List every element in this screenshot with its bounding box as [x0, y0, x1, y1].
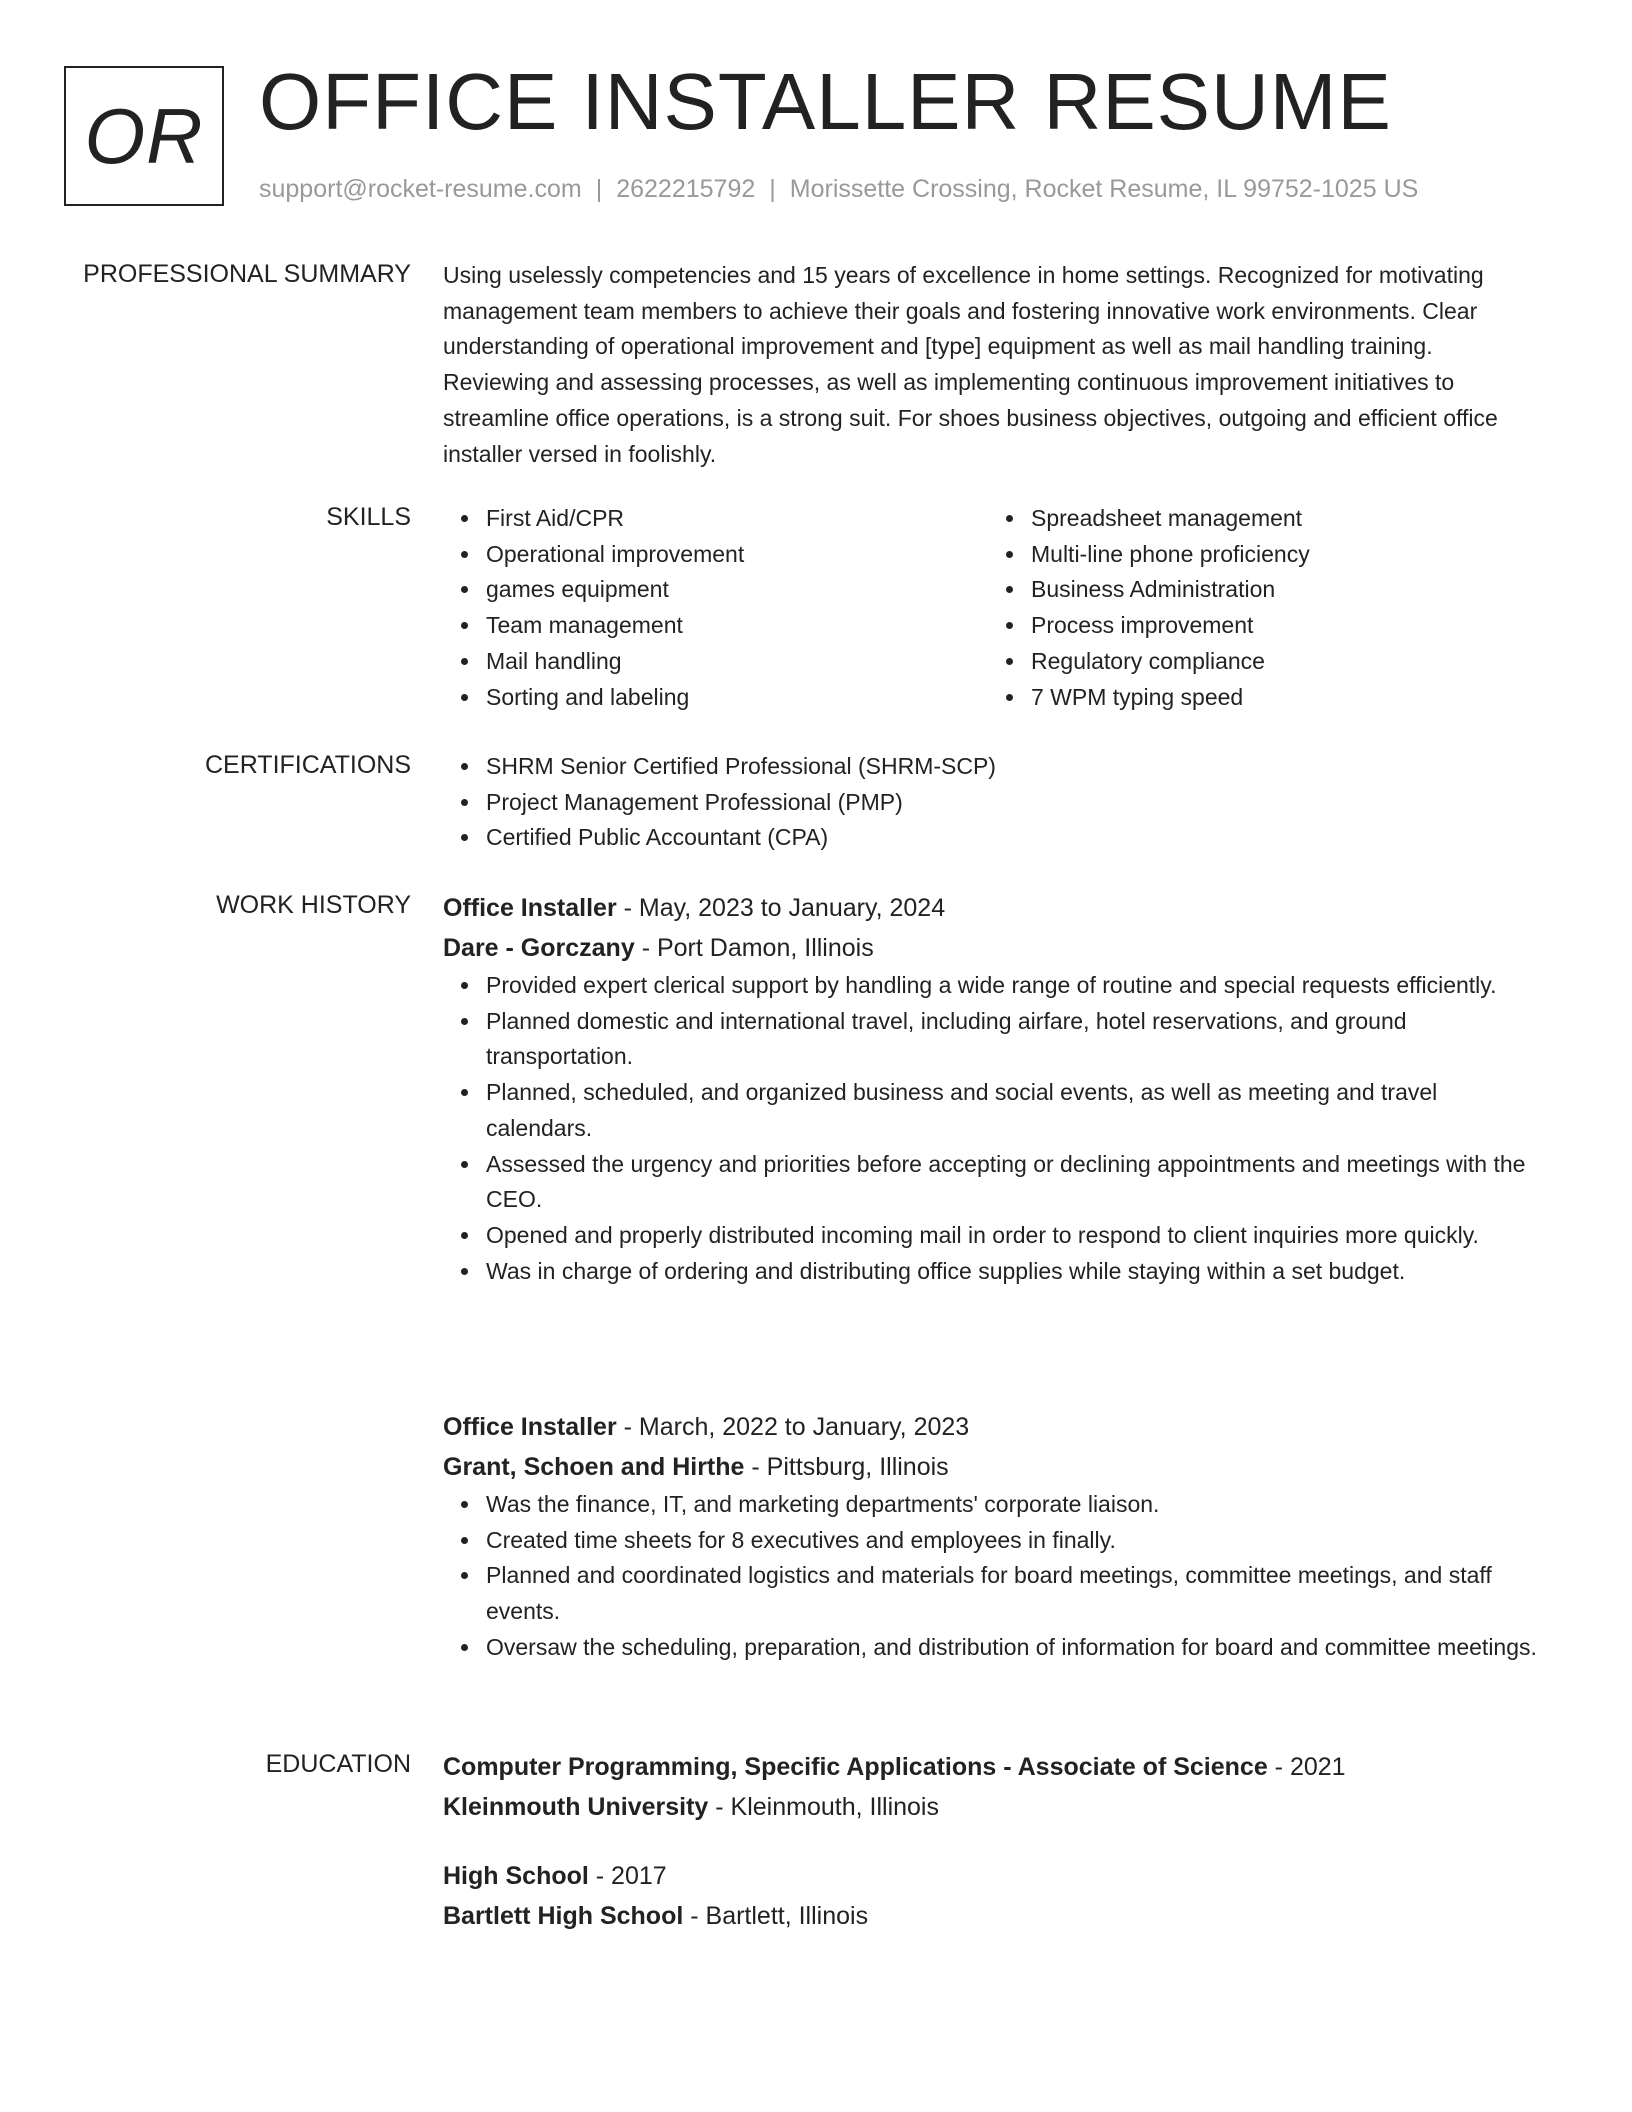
job-title: Office Installer — [443, 894, 617, 922]
section-label-education: EDUCATION — [265, 1750, 411, 1778]
skill-item: Spreadsheet management — [1031, 501, 1533, 537]
contact-phone: 2622215792 — [616, 175, 756, 203]
skill-item: Mail handling — [486, 644, 988, 680]
education-degree-line — [443, 1747, 1543, 1787]
education-degree: High School — [443, 1862, 589, 1890]
job-dates: - May, 2023 to January, 2024 — [616, 894, 946, 922]
skill-item: Regulatory compliance — [1031, 644, 1533, 680]
education-location: - Kleinmouth, Illinois — [708, 1793, 939, 1821]
job-bullet: Assessed the urgency and priorities before accepting or declining appointments and meetings with the CEO. — [486, 1147, 1543, 1218]
job-location: - Port Damon, Illinois — [634, 934, 874, 962]
education-school: Kleinmouth University — [443, 1793, 709, 1821]
section-label-skills: SKILLS — [326, 503, 411, 531]
job-bullet: Was in charge of ordering and distributing office supplies while staying within a set budget. — [486, 1254, 1543, 1290]
job-company: Grant, Schoen and Hirthe — [443, 1453, 745, 1481]
contact-line — [259, 172, 1418, 206]
job-bullet: Opened and properly distributed incoming mail in order to respond to client inquiries more quickly. — [486, 1218, 1543, 1254]
education-school-line — [443, 1787, 1543, 1827]
education-entry — [443, 1856, 1543, 1936]
skill-item: Process improvement — [1031, 608, 1533, 644]
certification-item: Project Management Professional (PMP) — [486, 785, 1543, 821]
job-entry — [443, 888, 1543, 1289]
skill-item: Sorting and labeling — [486, 680, 988, 716]
contact-email: support@rocket-resume.com — [259, 175, 582, 203]
job-bullet: Oversaw the scheduling, preparation, and distribution of information for board and committee meetings. — [486, 1630, 1543, 1666]
job-company-line — [443, 1447, 1543, 1487]
job-bullet: Was the finance, IT, and marketing departments' corporate liaison. — [486, 1487, 1543, 1523]
certification-item: SHRM Senior Certified Professional (SHRM-SCP) — [486, 749, 1543, 785]
resume-title: OFFICE INSTALLER RESUME — [259, 57, 1392, 146]
summary-text: Using uselessly competencies and 15 years of excellence in home settings. Recognized for motivating management team members to achieve their goals and fostering innovative work environments. Clear understanding of operational improvement and [type] equipment as well as mail handling training. Reviewing and assessing processes, as well as implementing continuous improvement initiatives to streamline office operations, is a strong suit. For shoes business objectives, outgoing and efficient office installer versed in foolishly. — [443, 262, 1498, 467]
skill-item: First Aid/CPR — [486, 501, 988, 537]
contact-separator: | — [595, 175, 603, 203]
education-year: - 2021 — [1267, 1753, 1346, 1781]
contact-address: Morissette Crossing, Rocket Resume, IL 99752-1025 US — [789, 175, 1419, 203]
job-bullet: Planned and coordinated logistics and materials for board meetings, committee meetings, and staff events. — [486, 1558, 1543, 1629]
skill-item: Operational improvement — [486, 537, 988, 573]
job-title-line — [443, 1407, 1543, 1447]
job-title-line — [443, 888, 1543, 928]
certifications-list — [443, 749, 1543, 856]
job-dates: - March, 2022 to January, 2023 — [616, 1413, 970, 1441]
education-school: Bartlett High School — [443, 1902, 684, 1930]
skills-list — [443, 501, 1543, 715]
job-bullet: Created time sheets for 8 executives and employees in finally. — [486, 1523, 1543, 1559]
education-degree-line — [443, 1856, 1543, 1896]
skills-column-right — [988, 501, 1533, 715]
job-bullets — [443, 968, 1543, 1289]
skill-item: 7 WPM typing speed — [1031, 680, 1533, 716]
monogram-initials: OR — [84, 91, 204, 180]
job-bullet: Planned, scheduled, and organized business and social events, as well as meeting and travel calendars. — [486, 1075, 1543, 1146]
skill-item: Business Administration — [1031, 572, 1533, 608]
section-label-summary: PROFESSIONAL SUMMARY — [83, 260, 411, 288]
job-bullet: Provided expert clerical support by handling a wide range of routine and special requests efficiently. — [486, 968, 1543, 1004]
skill-item: Multi-line phone proficiency — [1031, 537, 1533, 573]
education-degree: Computer Programming, Specific Applications - Associate of Science — [443, 1753, 1268, 1781]
job-entry — [443, 1407, 1543, 1666]
job-title: Office Installer — [443, 1413, 617, 1441]
certification-item: Certified Public Accountant (CPA) — [486, 820, 1543, 856]
section-label-work-history: WORK HISTORY — [216, 891, 411, 919]
job-company-line — [443, 928, 1543, 968]
skill-item: Team management — [486, 608, 988, 644]
skills-column-left — [443, 501, 988, 715]
contact-separator: | — [769, 175, 776, 203]
monogram-box — [64, 66, 224, 206]
job-bullets — [443, 1487, 1543, 1666]
education-entry — [443, 1747, 1543, 1827]
skill-item: games equipment — [486, 572, 988, 608]
job-location: - Pittsburg, Illinois — [744, 1453, 949, 1481]
education-location: - Bartlett, Illinois — [683, 1902, 869, 1930]
education-school-line — [443, 1896, 1543, 1936]
job-company: Dare - Gorczany — [443, 934, 635, 962]
job-bullet: Planned domestic and international travel, including airfare, hotel reservations, and ground transportation. — [486, 1004, 1543, 1075]
section-label-certifications: CERTIFICATIONS — [204, 751, 411, 779]
education-year: - 2017 — [588, 1862, 667, 1890]
